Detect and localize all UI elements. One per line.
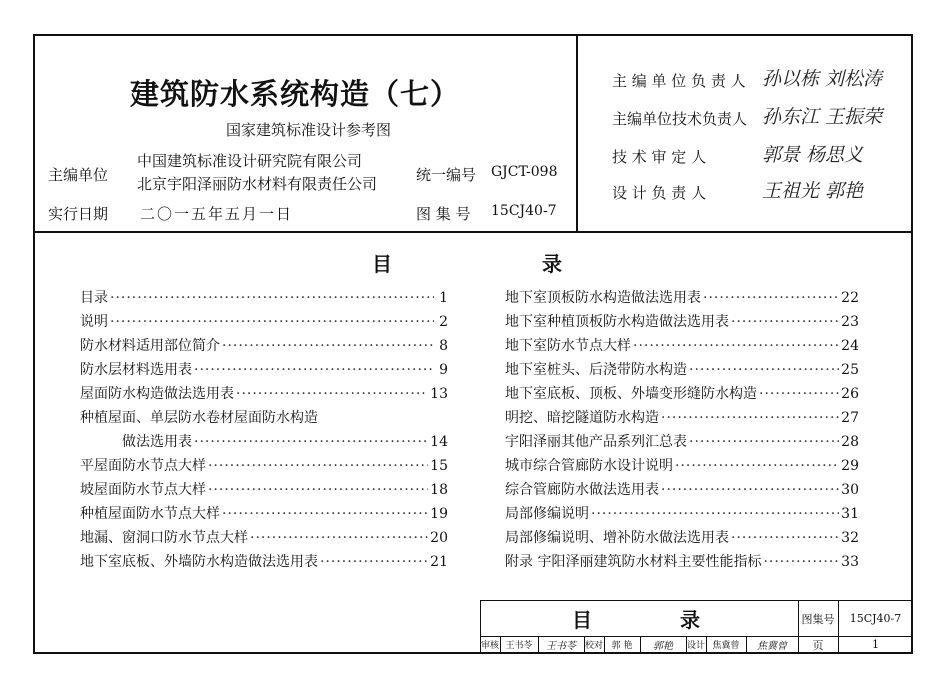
unified-number-label: 统一编号 (416, 166, 477, 184)
atlas-title: 建筑防水系统构造（七） (130, 77, 461, 111)
resp-signature-3: 郭景 杨思义 (762, 144, 864, 166)
toc-title: 地下室底板、顶板、外墙变形缝防水构造 (505, 386, 757, 402)
title-block-atlas-label: 图集号 (801, 612, 835, 626)
atlas-subtitle: 国家建筑标准设计参考图 (226, 121, 392, 139)
toc-page: 22 (841, 290, 859, 306)
toc-page: 21 (430, 554, 448, 570)
toc-heading-right: 录 (542, 252, 562, 276)
toc-row[interactable] (80, 311, 448, 335)
resp-label-4: 设 计 负 责 人 (612, 184, 707, 202)
toc-row[interactable] (80, 479, 448, 503)
toc-heading-left: 目 (372, 252, 392, 276)
resp-label-1: 主 编 单 位 负 责 人 (612, 72, 746, 90)
toc-page: 14 (430, 434, 448, 450)
header-divider (33, 231, 913, 233)
toc-row[interactable] (80, 359, 448, 383)
toc-row[interactable] (80, 551, 448, 575)
toc-row[interactable] (80, 503, 448, 527)
toc-page: 24 (841, 338, 859, 354)
toc-page: 30 (841, 482, 859, 498)
editor-unit-1: 中国建筑标准设计研究院有限公司 (137, 152, 363, 170)
toc-row[interactable] (505, 503, 859, 527)
toc-row[interactable] (505, 311, 859, 335)
resp-signature-4: 王祖光 郭艳 (762, 180, 864, 202)
atlas-number-label: 图 集 号 (416, 205, 471, 223)
toc-page: 2 (439, 314, 448, 330)
toc-row[interactable] (80, 527, 448, 551)
toc-row[interactable] (80, 335, 448, 359)
toc-row[interactable] (80, 455, 448, 479)
toc-page: 27 (841, 410, 859, 426)
toc-page: 15 (430, 458, 448, 474)
toc-title: 防水层材料选用表 (80, 362, 192, 378)
toc-row[interactable] (80, 431, 448, 455)
toc-row[interactable] (80, 287, 448, 311)
toc-row[interactable] (505, 407, 859, 431)
toc-page: 33 (841, 554, 859, 570)
editor-unit-2: 北京宇阳泽丽防水材料有限责任公司 (137, 175, 378, 193)
toc-page: 8 (439, 338, 448, 354)
unified-number: GJCT-098 (491, 164, 558, 180)
title-block-name-left: 目 (572, 608, 592, 632)
review-name: 王书苓 (505, 641, 533, 651)
review-signature: 王书苓 (546, 641, 576, 652)
toc-title: 地下室桩头、后浇带防水构造 (505, 362, 687, 378)
toc-row[interactable] (505, 527, 859, 551)
toc-page: 20 (430, 530, 448, 546)
toc-page: 19 (430, 506, 448, 522)
toc-row[interactable] (505, 383, 859, 407)
toc-title: 地下室顶板防水构造做法选用表 (505, 290, 701, 306)
toc-page: 23 (841, 314, 859, 330)
title-block-name-right: 录 (680, 608, 700, 632)
toc-title: 宇阳泽丽其他产品系列汇总表 (505, 434, 687, 450)
toc-page: 26 (841, 386, 859, 402)
atlas-number: 15CJ40-7 (491, 203, 557, 219)
toc-title: 种植屋面、单层防水卷材屋面防水构造 (80, 410, 318, 426)
resp-label-3: 技 术 审 定 人 (612, 148, 707, 166)
toc-title: 地下室底板、外墙防水构造做法选用表 (80, 554, 318, 570)
effective-date: 二〇一五年五月一日 (140, 205, 294, 223)
toc-row[interactable] (505, 479, 859, 503)
toc-title: 种植屋面防水节点大样 (80, 506, 220, 522)
toc-title: 防水材料适用部位简介 (80, 338, 220, 354)
toc-page: 25 (841, 362, 859, 378)
toc-right-column (505, 287, 859, 575)
toc-title: 地漏、窗洞口防水节点大样 (80, 530, 248, 546)
toc-page: 32 (841, 530, 859, 546)
toc-title: 屋面防水构造做法选用表 (80, 386, 234, 402)
toc-page: 1 (439, 290, 448, 306)
resp-signature-2: 孙东江 王振荣 (762, 106, 883, 128)
toc-title: 地下室防水节点大样 (505, 338, 631, 354)
toc-page: 31 (841, 506, 859, 522)
check-label: 校对 (584, 641, 603, 651)
toc-row[interactable] (505, 455, 859, 479)
header-vertical-divider (576, 34, 578, 231)
toc-row[interactable] (505, 431, 859, 455)
toc-row[interactable] (505, 551, 859, 575)
toc-page: 18 (430, 482, 448, 498)
toc-title: 说明 (80, 314, 108, 330)
toc-page: 28 (841, 434, 859, 450)
toc-title: 目录 (80, 290, 108, 306)
check-signature: 郭艳 (653, 641, 673, 652)
toc-title: 局部修编说明、增补防水做法选用表 (505, 530, 729, 546)
toc-left-column (80, 287, 448, 575)
title-block (480, 600, 913, 655)
toc-row[interactable] (505, 287, 859, 311)
toc-row[interactable] (80, 383, 448, 407)
title-block-page-value: 1 (872, 638, 879, 651)
toc-title: 平屋面防水节点大样 (80, 458, 206, 474)
design-signature: 焦冀曾 (757, 641, 787, 652)
toc-title: 地下室种植顶板防水构造做法选用表 (505, 314, 729, 330)
design-name: 焦冀曾 (712, 641, 740, 651)
editor-unit-label: 主编单位 (48, 166, 109, 184)
title-block-atlas-value: 15CJ40-7 (849, 612, 902, 625)
toc-page: 29 (841, 458, 859, 474)
toc-title: 明挖、暗挖隧道防水构造 (505, 410, 659, 426)
toc-title: 综合管廊防水做法选用表 (505, 482, 659, 498)
design-label: 设计 (686, 641, 705, 651)
toc-row[interactable] (505, 335, 859, 359)
toc-title: 局部修编说明 (505, 506, 589, 522)
toc-title: 做法选用表 (122, 434, 192, 450)
check-name: 郭 艳 (611, 641, 633, 651)
resp-label-2: 主编单位技术负责人 (612, 110, 748, 128)
toc-title: 坡屋面防水节点大样 (80, 482, 206, 498)
toc-page: 13 (430, 386, 448, 402)
toc-title: 附录 宇阳泽丽建筑防水材料主要性能指标 (505, 554, 762, 570)
toc-row[interactable] (505, 359, 859, 383)
resp-signature-1: 孙以栋 刘松涛 (762, 68, 883, 90)
toc-row[interactable] (80, 407, 448, 431)
toc-page: 9 (439, 362, 448, 378)
effective-date-label: 实行日期 (48, 205, 109, 223)
title-block-page-label: 页 (812, 638, 824, 652)
review-label: 审核 (480, 641, 499, 651)
toc-title: 城市综合管廊防水设计说明 (505, 458, 673, 474)
